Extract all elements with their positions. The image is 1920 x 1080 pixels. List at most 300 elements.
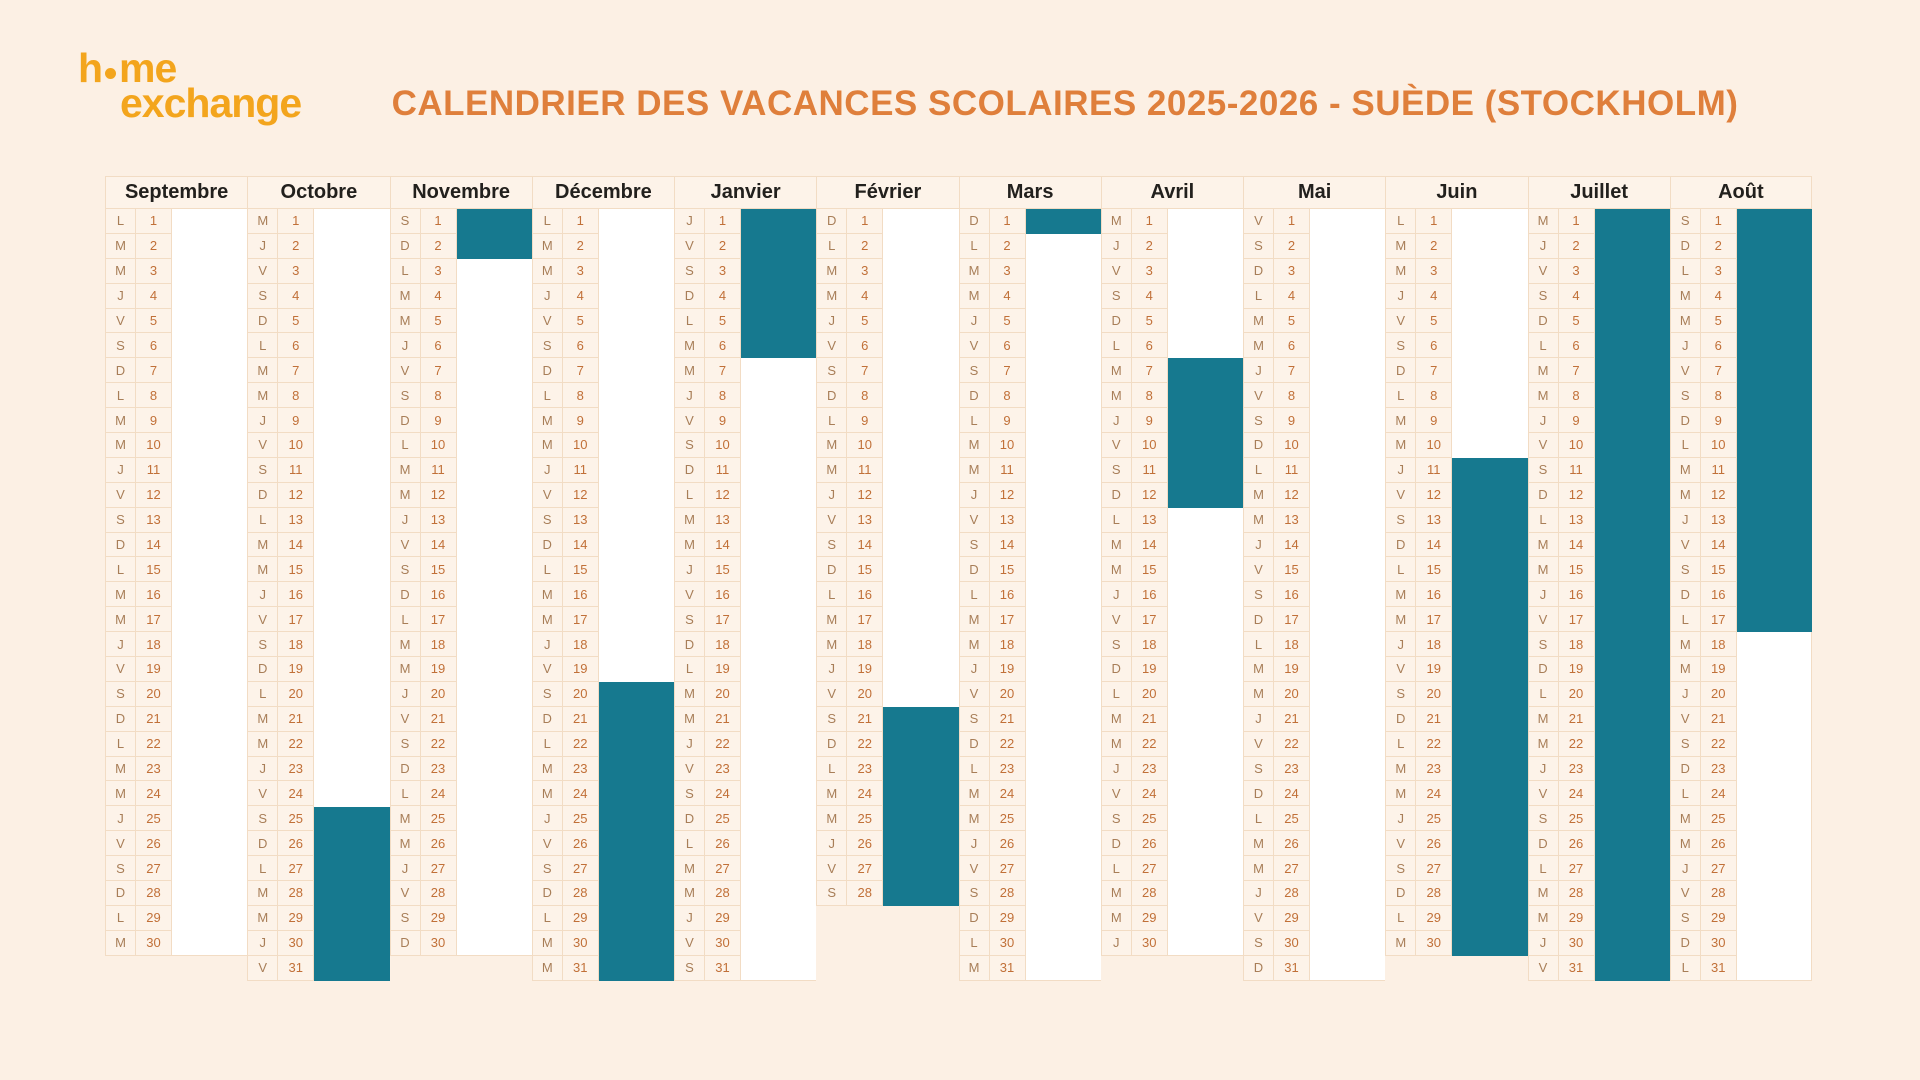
day-letter-cell: V bbox=[532, 483, 562, 508]
day-letter-cell: V bbox=[1528, 433, 1558, 458]
day-number-cell: 18 bbox=[1558, 632, 1595, 657]
day-letter-cell: D bbox=[1670, 582, 1700, 607]
day-row bbox=[247, 408, 389, 433]
day-number-cell: 21 bbox=[846, 707, 883, 732]
day-letter-cell: S bbox=[390, 209, 420, 234]
day-number-cell: 1 bbox=[1273, 209, 1310, 234]
day-letter-cell: D bbox=[390, 234, 420, 259]
month-column bbox=[959, 176, 1101, 981]
day-row bbox=[1101, 557, 1243, 582]
day-letter-cell: S bbox=[674, 781, 704, 806]
day-letter-cell: S bbox=[816, 881, 846, 906]
day-number-cell: 19 bbox=[989, 657, 1026, 682]
day-number-cell: 4 bbox=[277, 284, 314, 309]
day-number-cell: 12 bbox=[1415, 483, 1452, 508]
day-number-cell: 11 bbox=[1131, 458, 1168, 483]
day-letter-cell: S bbox=[1385, 333, 1415, 358]
day-letter-cell: J bbox=[105, 458, 135, 483]
day-letter-cell: L bbox=[1243, 284, 1273, 309]
day-number-cell: 18 bbox=[846, 632, 883, 657]
day-number-cell: 12 bbox=[562, 483, 599, 508]
day-number-cell: 6 bbox=[846, 333, 883, 358]
day-letter-cell: M bbox=[1385, 582, 1415, 607]
day-number-cell: 13 bbox=[1700, 508, 1737, 533]
month-column bbox=[674, 176, 816, 981]
day-row bbox=[1101, 657, 1243, 682]
month-body bbox=[532, 209, 674, 981]
day-row bbox=[1385, 234, 1527, 259]
day-number-cell: 31 bbox=[277, 956, 314, 981]
day-letter-cell: M bbox=[532, 582, 562, 607]
day-number-cell: 28 bbox=[1558, 881, 1595, 906]
day-row bbox=[1670, 781, 1812, 806]
day-number-cell: 4 bbox=[135, 284, 172, 309]
day-row bbox=[959, 557, 1101, 582]
day-number-cell: 14 bbox=[562, 533, 599, 558]
day-number-cell: 29 bbox=[277, 906, 314, 931]
day-number-cell: 23 bbox=[420, 757, 457, 782]
day-number-cell: 2 bbox=[277, 234, 314, 259]
day-letter-cell: D bbox=[105, 358, 135, 383]
day-number-cell: 2 bbox=[704, 234, 741, 259]
month-body bbox=[674, 209, 816, 981]
day-number-cell: 4 bbox=[1415, 284, 1452, 309]
day-letter-cell: V bbox=[674, 408, 704, 433]
day-letter-cell: V bbox=[1528, 607, 1558, 632]
day-letter-cell: S bbox=[1670, 209, 1700, 234]
day-row bbox=[959, 383, 1101, 408]
day-letter-cell: V bbox=[1243, 209, 1273, 234]
day-letter-cell: L bbox=[390, 259, 420, 284]
day-row bbox=[1385, 358, 1527, 383]
day-letter-cell: V bbox=[674, 757, 704, 782]
day-row bbox=[532, 557, 674, 582]
day-letter-cell: S bbox=[1385, 508, 1415, 533]
day-letter-cell: M bbox=[1243, 657, 1273, 682]
day-number-cell: 11 bbox=[135, 458, 172, 483]
day-row bbox=[105, 856, 247, 881]
day-letter-cell: M bbox=[1243, 682, 1273, 707]
day-number-cell: 10 bbox=[846, 433, 883, 458]
day-letter-cell: M bbox=[674, 333, 704, 358]
day-number-cell: 14 bbox=[704, 533, 741, 558]
day-row bbox=[1243, 632, 1385, 657]
day-row bbox=[105, 358, 247, 383]
day-letter-cell: S bbox=[1528, 458, 1558, 483]
day-number-cell: 23 bbox=[562, 757, 599, 782]
day-number-cell: 27 bbox=[989, 856, 1026, 881]
day-number-cell: 2 bbox=[420, 234, 457, 259]
day-number-cell: 30 bbox=[1415, 931, 1452, 956]
day-number-cell: 26 bbox=[1131, 831, 1168, 856]
day-letter-cell: D bbox=[1528, 831, 1558, 856]
day-letter-cell: D bbox=[390, 408, 420, 433]
day-letter-cell: V bbox=[1670, 533, 1700, 558]
day-row bbox=[816, 682, 958, 707]
day-row bbox=[816, 284, 958, 309]
month-column bbox=[1670, 176, 1812, 981]
month-body bbox=[1385, 209, 1527, 981]
holiday-highlight bbox=[1168, 358, 1243, 507]
day-number-cell: 16 bbox=[1700, 582, 1737, 607]
day-number-cell: 27 bbox=[846, 856, 883, 881]
day-letter-cell: L bbox=[1243, 632, 1273, 657]
day-letter-cell: V bbox=[1243, 906, 1273, 931]
day-row bbox=[1243, 483, 1385, 508]
day-number-cell: 11 bbox=[1558, 458, 1595, 483]
day-letter-cell: D bbox=[674, 284, 704, 309]
day-letter-cell: M bbox=[674, 856, 704, 881]
day-number-cell: 22 bbox=[1415, 732, 1452, 757]
day-row bbox=[1101, 333, 1243, 358]
day-number-cell: 26 bbox=[562, 831, 599, 856]
day-number-cell: 8 bbox=[1415, 383, 1452, 408]
day-letter-cell: V bbox=[959, 856, 989, 881]
day-row bbox=[390, 732, 532, 757]
day-row bbox=[1385, 209, 1527, 234]
day-letter-cell: L bbox=[1101, 508, 1131, 533]
day-letter-cell: V bbox=[390, 707, 420, 732]
day-letter-cell: V bbox=[105, 831, 135, 856]
day-number-cell: 20 bbox=[846, 682, 883, 707]
month-column bbox=[1101, 176, 1243, 981]
day-number-cell: 7 bbox=[135, 358, 172, 383]
day-number-cell: 28 bbox=[989, 881, 1026, 906]
day-letter-cell: S bbox=[1385, 856, 1415, 881]
day-letter-cell: L bbox=[1528, 682, 1558, 707]
day-letter-cell: M bbox=[1385, 259, 1415, 284]
month-column bbox=[390, 176, 532, 981]
day-letter-cell: L bbox=[247, 682, 277, 707]
day-letter-cell: S bbox=[959, 707, 989, 732]
day-row bbox=[247, 209, 389, 234]
day-letter-cell: S bbox=[1101, 284, 1131, 309]
day-number-cell: 24 bbox=[135, 781, 172, 806]
day-row bbox=[1101, 831, 1243, 856]
day-number-cell: 16 bbox=[420, 582, 457, 607]
day-row bbox=[959, 956, 1101, 981]
day-number-cell: 12 bbox=[846, 483, 883, 508]
day-letter-cell: D bbox=[1243, 781, 1273, 806]
day-row bbox=[105, 209, 247, 234]
day-letter-cell: V bbox=[1243, 383, 1273, 408]
day-number-cell: 16 bbox=[277, 582, 314, 607]
day-row bbox=[674, 358, 816, 383]
day-letter-cell: M bbox=[816, 458, 846, 483]
day-number-cell: 5 bbox=[1131, 309, 1168, 334]
day-row bbox=[959, 757, 1101, 782]
day-letter-cell: J bbox=[1528, 408, 1558, 433]
day-number-cell: 4 bbox=[1700, 284, 1737, 309]
day-row bbox=[105, 707, 247, 732]
day-row bbox=[1243, 582, 1385, 607]
day-number-cell: 28 bbox=[1700, 881, 1737, 906]
day-number-cell: 13 bbox=[989, 508, 1026, 533]
day-row bbox=[959, 707, 1101, 732]
day-row bbox=[1243, 408, 1385, 433]
day-number-cell: 24 bbox=[1131, 781, 1168, 806]
day-letter-cell: M bbox=[105, 582, 135, 607]
day-letter-cell: S bbox=[816, 533, 846, 558]
day-row bbox=[959, 483, 1101, 508]
day-letter-cell: L bbox=[1670, 607, 1700, 632]
day-number-cell: 5 bbox=[846, 309, 883, 334]
day-letter-cell: D bbox=[1385, 358, 1415, 383]
day-row bbox=[390, 682, 532, 707]
day-number-cell: 13 bbox=[277, 508, 314, 533]
day-letter-cell: J bbox=[532, 806, 562, 831]
day-letter-cell: L bbox=[959, 931, 989, 956]
day-row bbox=[1101, 533, 1243, 558]
day-row bbox=[532, 209, 674, 234]
day-row bbox=[390, 309, 532, 334]
day-number-cell: 29 bbox=[704, 906, 741, 931]
day-row bbox=[816, 333, 958, 358]
day-letter-cell: V bbox=[532, 309, 562, 334]
day-number-cell: 8 bbox=[846, 383, 883, 408]
day-row bbox=[1101, 906, 1243, 931]
day-number-cell: 19 bbox=[1273, 657, 1310, 682]
day-row bbox=[1101, 732, 1243, 757]
day-row bbox=[959, 458, 1101, 483]
day-row bbox=[1243, 358, 1385, 383]
month-column bbox=[532, 176, 674, 981]
day-row bbox=[1670, 732, 1812, 757]
month-column bbox=[105, 176, 247, 981]
day-number-cell: 6 bbox=[420, 333, 457, 358]
month-header: Mai bbox=[1243, 176, 1385, 209]
day-letter-cell: D bbox=[816, 209, 846, 234]
holiday-highlight bbox=[599, 682, 674, 981]
day-row bbox=[105, 234, 247, 259]
day-number-cell: 13 bbox=[704, 508, 741, 533]
day-row bbox=[1670, 682, 1812, 707]
day-letter-cell: L bbox=[674, 657, 704, 682]
day-number-cell: 9 bbox=[135, 408, 172, 433]
day-letter-cell: D bbox=[1101, 483, 1131, 508]
day-row bbox=[1243, 881, 1385, 906]
day-number-cell: 9 bbox=[1700, 408, 1737, 433]
day-letter-cell: M bbox=[816, 632, 846, 657]
day-row bbox=[674, 607, 816, 632]
day-letter-cell: M bbox=[532, 408, 562, 433]
day-number-cell: 26 bbox=[135, 831, 172, 856]
day-row bbox=[390, 259, 532, 284]
day-row bbox=[1385, 433, 1527, 458]
day-letter-cell: M bbox=[1101, 557, 1131, 582]
day-letter-cell: M bbox=[105, 781, 135, 806]
day-number-cell: 7 bbox=[1273, 358, 1310, 383]
day-letter-cell: M bbox=[816, 607, 846, 632]
day-letter-cell: V bbox=[1101, 433, 1131, 458]
day-row bbox=[1670, 657, 1812, 682]
day-number-cell: 25 bbox=[420, 806, 457, 831]
day-number-cell: 6 bbox=[1131, 333, 1168, 358]
day-row bbox=[1101, 856, 1243, 881]
month-column bbox=[1243, 176, 1385, 981]
day-number-cell: 7 bbox=[846, 358, 883, 383]
day-number-cell: 8 bbox=[562, 383, 599, 408]
day-number-cell: 3 bbox=[135, 259, 172, 284]
day-number-cell: 24 bbox=[846, 781, 883, 806]
day-row bbox=[390, 284, 532, 309]
day-number-cell: 19 bbox=[846, 657, 883, 682]
day-row bbox=[1670, 856, 1812, 881]
day-letter-cell: M bbox=[1385, 781, 1415, 806]
day-row bbox=[247, 433, 389, 458]
day-letter-cell: S bbox=[532, 508, 562, 533]
day-letter-cell: J bbox=[105, 806, 135, 831]
day-number-cell: 18 bbox=[1700, 632, 1737, 657]
day-row bbox=[247, 483, 389, 508]
day-row bbox=[816, 383, 958, 408]
day-letter-cell: M bbox=[959, 806, 989, 831]
day-row bbox=[105, 732, 247, 757]
month-body bbox=[247, 209, 389, 981]
day-row bbox=[816, 209, 958, 234]
day-number-cell: 2 bbox=[562, 234, 599, 259]
day-letter-cell: S bbox=[674, 956, 704, 981]
day-letter-cell: S bbox=[105, 856, 135, 881]
day-number-cell: 28 bbox=[1131, 881, 1168, 906]
day-letter-cell: M bbox=[1243, 856, 1273, 881]
day-row bbox=[390, 458, 532, 483]
day-letter-cell: J bbox=[390, 856, 420, 881]
day-number-cell: 15 bbox=[420, 557, 457, 582]
day-row bbox=[105, 906, 247, 931]
day-letter-cell: M bbox=[1528, 209, 1558, 234]
day-number-cell: 11 bbox=[1273, 458, 1310, 483]
day-row bbox=[105, 458, 247, 483]
day-number-cell: 27 bbox=[1131, 856, 1168, 881]
day-letter-cell: D bbox=[959, 557, 989, 582]
day-number-cell: 12 bbox=[1700, 483, 1737, 508]
day-letter-cell: V bbox=[1385, 831, 1415, 856]
day-row bbox=[1101, 632, 1243, 657]
day-number-cell: 30 bbox=[1131, 931, 1168, 956]
day-row bbox=[1101, 806, 1243, 831]
day-letter-cell: D bbox=[1243, 259, 1273, 284]
day-row bbox=[674, 707, 816, 732]
day-number-cell: 23 bbox=[277, 757, 314, 782]
day-number-cell: 28 bbox=[1415, 881, 1452, 906]
day-row bbox=[674, 582, 816, 607]
day-number-cell: 5 bbox=[1273, 309, 1310, 334]
day-row bbox=[1243, 607, 1385, 632]
day-row bbox=[532, 234, 674, 259]
day-number-cell: 11 bbox=[989, 458, 1026, 483]
day-number-cell: 8 bbox=[1558, 383, 1595, 408]
day-letter-cell: J bbox=[674, 732, 704, 757]
holiday-highlight bbox=[883, 707, 958, 906]
day-number-cell: 25 bbox=[1273, 806, 1310, 831]
day-number-cell: 21 bbox=[135, 707, 172, 732]
day-number-cell: 16 bbox=[1558, 582, 1595, 607]
month-column bbox=[247, 176, 389, 981]
day-number-cell: 13 bbox=[135, 508, 172, 533]
day-row bbox=[1101, 707, 1243, 732]
day-letter-cell: S bbox=[816, 358, 846, 383]
day-number-cell: 7 bbox=[989, 358, 1026, 383]
day-number-cell: 11 bbox=[277, 458, 314, 483]
day-row bbox=[816, 408, 958, 433]
day-row bbox=[1101, 781, 1243, 806]
day-letter-cell: M bbox=[674, 358, 704, 383]
day-row bbox=[105, 607, 247, 632]
day-number-cell: 1 bbox=[135, 209, 172, 234]
day-letter-cell: M bbox=[1243, 483, 1273, 508]
day-letter-cell: S bbox=[816, 707, 846, 732]
day-letter-cell: D bbox=[816, 383, 846, 408]
day-number-cell: 24 bbox=[1273, 781, 1310, 806]
month-column bbox=[816, 176, 958, 981]
day-letter-cell: D bbox=[959, 906, 989, 931]
day-letter-cell: D bbox=[532, 881, 562, 906]
year-calendar bbox=[105, 176, 1812, 981]
month-body bbox=[105, 209, 247, 981]
day-row bbox=[532, 607, 674, 632]
day-letter-cell: L bbox=[816, 757, 846, 782]
day-row bbox=[674, 483, 816, 508]
day-row bbox=[1385, 259, 1527, 284]
holiday-highlight bbox=[1595, 209, 1670, 981]
day-number-cell: 5 bbox=[704, 309, 741, 334]
month-header: Avril bbox=[1101, 176, 1243, 209]
day-letter-cell: M bbox=[1243, 508, 1273, 533]
day-row bbox=[1243, 557, 1385, 582]
day-row bbox=[390, 781, 532, 806]
day-number-cell: 25 bbox=[846, 806, 883, 831]
day-row bbox=[1243, 931, 1385, 956]
day-letter-cell: S bbox=[674, 259, 704, 284]
day-letter-cell: V bbox=[674, 931, 704, 956]
day-row bbox=[959, 358, 1101, 383]
day-number-cell: 6 bbox=[277, 333, 314, 358]
day-number-cell: 24 bbox=[989, 781, 1026, 806]
day-letter-cell: V bbox=[816, 333, 846, 358]
day-number-cell: 27 bbox=[1273, 856, 1310, 881]
day-number-cell: 15 bbox=[846, 557, 883, 582]
day-letter-cell: D bbox=[105, 707, 135, 732]
day-number-cell: 8 bbox=[989, 383, 1026, 408]
day-number-cell: 26 bbox=[1700, 831, 1737, 856]
day-row bbox=[959, 732, 1101, 757]
day-number-cell: 16 bbox=[1131, 582, 1168, 607]
day-number-cell: 4 bbox=[846, 284, 883, 309]
day-letter-cell: V bbox=[247, 259, 277, 284]
day-row bbox=[1243, 657, 1385, 682]
day-row bbox=[390, 757, 532, 782]
day-row bbox=[1101, 284, 1243, 309]
day-number-cell: 9 bbox=[420, 408, 457, 433]
holiday-highlight bbox=[457, 209, 532, 259]
day-number-cell: 26 bbox=[420, 831, 457, 856]
day-letter-cell: M bbox=[1670, 657, 1700, 682]
day-number-cell: 13 bbox=[1558, 508, 1595, 533]
day-number-cell: 23 bbox=[1558, 757, 1595, 782]
day-row bbox=[1243, 508, 1385, 533]
day-number-cell: 13 bbox=[420, 508, 457, 533]
day-number-cell: 21 bbox=[1131, 707, 1168, 732]
day-row bbox=[816, 632, 958, 657]
day-letter-cell: S bbox=[1670, 906, 1700, 931]
day-row bbox=[247, 632, 389, 657]
month-body bbox=[1243, 209, 1385, 981]
day-number-cell: 3 bbox=[420, 259, 457, 284]
day-number-cell: 16 bbox=[1273, 582, 1310, 607]
day-number-cell: 7 bbox=[277, 358, 314, 383]
day-letter-cell: J bbox=[816, 657, 846, 682]
